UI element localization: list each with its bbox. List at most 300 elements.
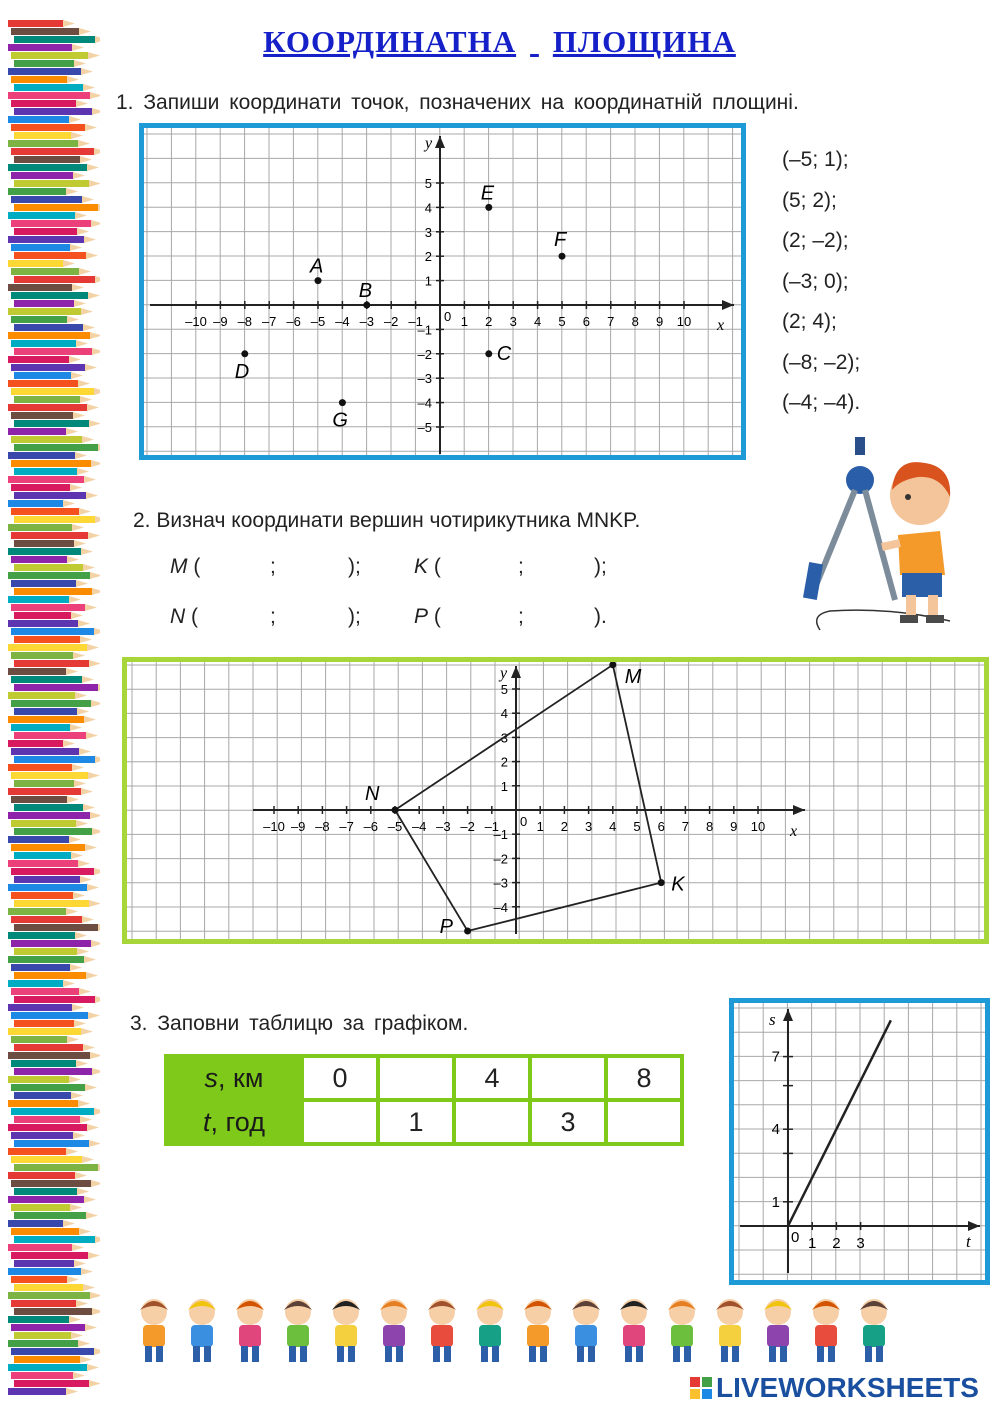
pencil-tip	[95, 276, 100, 283]
table-cell[interactable]: 3	[530, 1100, 606, 1144]
kid-leg	[828, 1346, 835, 1362]
pencil-tip	[84, 236, 96, 243]
vertex-n	[392, 807, 399, 814]
pencil-tip	[79, 988, 91, 995]
pencil-tip	[70, 244, 82, 251]
pencil-tip	[87, 164, 99, 171]
pencil	[11, 100, 76, 107]
pencil	[14, 468, 77, 475]
answer-option[interactable]: (5; 2);	[782, 188, 837, 212]
pencil	[11, 772, 88, 779]
pencil	[11, 700, 91, 707]
pencil	[14, 1068, 92, 1075]
pencil	[11, 628, 94, 635]
pencil	[11, 436, 82, 443]
pencil-tip	[70, 724, 82, 731]
pencil	[14, 228, 77, 235]
x-axis-label: x	[790, 823, 798, 840]
pencil	[8, 356, 69, 363]
y-tick-label: –2	[493, 851, 508, 867]
pencil-tip	[63, 980, 75, 987]
table-cell[interactable]	[302, 1100, 378, 1144]
pencil	[8, 428, 66, 435]
pencil	[8, 740, 63, 747]
x-axis-arrow	[968, 1221, 980, 1231]
kid-leg	[444, 1346, 451, 1362]
boy-with-compass-illustration	[800, 435, 960, 635]
pencil-tip	[66, 908, 78, 915]
pencil-tip	[74, 1260, 86, 1267]
pencil	[8, 596, 69, 603]
pencil-tip	[77, 1188, 89, 1195]
vertex-k	[658, 879, 665, 886]
pencil	[11, 604, 85, 611]
pencil	[8, 212, 75, 219]
pencil	[8, 260, 63, 267]
pencil-tip	[87, 1124, 99, 1131]
origin-label: 0	[444, 309, 452, 324]
pencil	[14, 1164, 98, 1171]
x-tick-label: –7	[339, 819, 354, 834]
kid-body	[767, 1325, 789, 1347]
pencil-tip	[72, 1244, 84, 1251]
pencil-tip	[85, 604, 97, 611]
table-cell[interactable]: 1	[378, 1100, 454, 1144]
pencil-tip	[92, 1308, 100, 1315]
pencil	[14, 516, 95, 523]
pencil-tip	[92, 108, 100, 115]
pencil	[8, 404, 87, 411]
pencil	[11, 1276, 67, 1283]
pencil	[8, 548, 81, 555]
s-tick-label: 1	[771, 1193, 780, 1211]
pencil-tip	[83, 1284, 95, 1291]
task2-coordinate-plane	[122, 657, 989, 944]
y-tick-label: 5	[500, 682, 508, 697]
pencil	[14, 540, 74, 547]
y-tick-label: 5	[424, 176, 432, 191]
pencil-tip	[79, 1228, 91, 1235]
pencil-tip	[94, 388, 100, 395]
pencil-tip	[81, 308, 93, 315]
pencil	[8, 980, 63, 987]
pencil	[11, 1036, 67, 1043]
pencil-tip	[89, 1140, 100, 1147]
pencil	[14, 180, 89, 187]
pencil	[14, 444, 98, 451]
pencil	[11, 964, 70, 971]
pencil-tip	[91, 220, 100, 227]
kid-leg	[348, 1346, 355, 1362]
pencil	[8, 284, 72, 291]
pencil	[11, 724, 70, 731]
y-tick-label: 2	[424, 249, 432, 265]
y-tick-label: –5	[417, 420, 432, 435]
x-tick-label: 10	[750, 819, 766, 834]
kid-body	[287, 1325, 309, 1347]
pencil-tip	[75, 1172, 87, 1179]
task2-answer-line-1	[170, 555, 630, 585]
x-tick-label: –6	[286, 314, 301, 329]
pencil	[8, 788, 81, 795]
pencil-tip	[81, 68, 93, 75]
pencil	[8, 380, 78, 387]
pencil-tip	[84, 1196, 96, 1203]
task3-instruction: 3. Заповни таблицю за графіком.	[130, 1012, 469, 1035]
pencil	[8, 164, 87, 171]
graph-svg	[734, 1003, 985, 1280]
x-tick-label: 3	[584, 819, 593, 834]
pencil-tip	[81, 1268, 93, 1275]
pencil-tip	[73, 412, 85, 419]
pencil-tip	[70, 964, 82, 971]
pencil-tip	[76, 340, 88, 347]
pencil	[14, 132, 71, 139]
pencil-tip	[86, 972, 98, 979]
kid-leg	[396, 1346, 403, 1362]
pencil-tip	[72, 284, 84, 291]
pencil	[11, 388, 94, 395]
pencil-tip	[80, 1356, 92, 1363]
pencil	[14, 780, 74, 787]
kid-leg	[529, 1346, 536, 1362]
pencil	[14, 1380, 89, 1387]
pencil	[11, 796, 67, 803]
pencil	[8, 1076, 69, 1083]
pencil	[11, 196, 82, 203]
pencil	[11, 316, 67, 323]
pencil	[11, 340, 76, 347]
pencil-tip	[95, 1236, 100, 1243]
answer-option[interactable]: (–3; 0);	[782, 269, 849, 293]
pencil-tip	[74, 1020, 86, 1027]
pencil	[14, 684, 98, 691]
point-g	[339, 399, 346, 406]
pencil	[14, 492, 86, 499]
x-tick-label: 10	[676, 314, 692, 329]
point-label-b: B	[358, 280, 373, 302]
pencil-tip	[98, 204, 100, 211]
table-cell[interactable]	[530, 1056, 606, 1100]
pencil-tip	[89, 180, 100, 187]
pencil-tip	[76, 820, 88, 827]
pencil	[14, 876, 80, 883]
quadrilateral-mnkp	[395, 665, 661, 931]
pencil	[11, 580, 76, 587]
t-tick-label: 1	[808, 1235, 817, 1252]
pencil	[14, 756, 95, 763]
kid-leg	[385, 1346, 392, 1362]
coord-separator: ;	[518, 555, 524, 578]
pencil	[14, 1140, 89, 1147]
kid-leg	[625, 1346, 632, 1362]
answer-option[interactable]: (2; 4);	[782, 310, 837, 333]
vertex-label-k: K	[414, 555, 429, 578]
x-tick-label: 3	[509, 314, 517, 329]
pencil-tip	[91, 700, 100, 707]
pencil-tip	[89, 420, 100, 427]
x-tick-label: 7	[681, 819, 690, 834]
pencil	[11, 364, 85, 371]
pencil-tip	[78, 1100, 90, 1107]
x-tick-label: 9	[655, 314, 664, 329]
close-paren: );	[348, 605, 361, 628]
pencil	[8, 188, 66, 195]
origin-label: 0	[791, 1229, 800, 1246]
pencil-tip	[85, 1324, 97, 1331]
y-tick-label: 3	[424, 224, 432, 240]
vertex-p	[464, 928, 471, 935]
kid-body	[575, 1325, 597, 1347]
pencil	[8, 1388, 66, 1395]
title-word-1: КООРДИНАТНА	[263, 24, 517, 59]
x-tick-label: –5	[387, 819, 403, 834]
pencil	[8, 1100, 78, 1107]
pencil-tip	[79, 508, 91, 515]
pencil	[14, 636, 80, 643]
table-cell[interactable]	[454, 1100, 530, 1144]
table-cell[interactable]: 0	[302, 1056, 378, 1100]
pencil-tip	[80, 396, 92, 403]
pencil-tip	[71, 852, 83, 859]
pencil-tip	[63, 740, 75, 747]
liveworksheets-logo-icon	[690, 1374, 712, 1396]
pencil-tip	[94, 1348, 100, 1355]
answer-option[interactable]: (2; –2);	[782, 229, 849, 252]
s-axis-label: s	[769, 1010, 776, 1029]
x-tick-label: –2	[383, 314, 399, 329]
pencil-tip	[73, 652, 85, 659]
pencil	[8, 452, 75, 459]
vertex-label-k: K	[671, 873, 685, 896]
pencil	[8, 524, 72, 531]
table-row	[166, 1100, 682, 1144]
pencil	[11, 676, 82, 683]
pencil	[11, 412, 73, 419]
pencil	[11, 220, 91, 227]
table-cell[interactable]: 8	[606, 1056, 682, 1100]
pencil-tip	[88, 292, 100, 299]
t-header	[166, 1100, 302, 1144]
pencil	[8, 1196, 84, 1203]
pencil	[14, 732, 86, 739]
pencil-tip	[67, 76, 79, 83]
pencil-tip	[72, 764, 84, 771]
pencil	[11, 1228, 79, 1235]
kid-leg	[780, 1346, 787, 1362]
x-tick-label: –2	[460, 819, 475, 834]
pencil	[14, 1212, 86, 1219]
x-tick-label: 1	[460, 314, 469, 329]
x-axis-arrow	[793, 805, 805, 815]
pencil	[11, 1060, 76, 1067]
pencil	[8, 1052, 90, 1059]
answer-option[interactable]: (–8; –2);	[782, 350, 861, 374]
pencil-tip	[63, 500, 75, 507]
pencil	[14, 900, 89, 907]
pencil	[14, 1236, 95, 1243]
pencil-tip	[76, 1060, 88, 1067]
pencil-tip	[85, 844, 97, 851]
pencil-tip	[94, 868, 100, 875]
pencil	[14, 1356, 80, 1363]
pencil-tip	[66, 188, 78, 195]
kid-body	[527, 1325, 549, 1347]
kid-leg	[193, 1346, 200, 1362]
m-x-input[interactable]	[206, 553, 262, 579]
pencil	[14, 1260, 74, 1267]
pencil-tip	[87, 884, 99, 891]
table-cell[interactable]: 4	[454, 1056, 530, 1100]
pencil-tip	[81, 1028, 93, 1035]
task1-coordinate-plane	[139, 123, 746, 460]
kid-body	[479, 1325, 501, 1347]
pencil	[8, 692, 75, 699]
pencil	[14, 1116, 80, 1123]
pencil	[8, 932, 75, 939]
pencil	[11, 148, 94, 155]
x-tick-label: –8	[237, 314, 253, 329]
pencil	[8, 1220, 63, 1227]
task1-answer-list	[782, 148, 860, 432]
pencil-tip	[79, 268, 91, 275]
pencil	[11, 652, 73, 659]
pencil	[8, 764, 72, 771]
pencil	[8, 116, 69, 123]
pencil	[14, 156, 80, 163]
table-cell[interactable]	[378, 1056, 454, 1100]
y-tick-label: –4	[493, 899, 508, 915]
t-var: t	[203, 1106, 211, 1137]
pencil-tip	[77, 948, 89, 955]
pencil	[8, 308, 81, 315]
pencil-tip	[85, 364, 97, 371]
pencil-tip	[92, 348, 100, 355]
pencil-tip	[63, 1220, 75, 1227]
pencil	[14, 372, 71, 379]
pencil-tip	[72, 524, 84, 531]
pencil	[14, 852, 71, 859]
pencil	[14, 660, 89, 667]
pencil	[11, 484, 70, 491]
y-axis-label: y	[500, 665, 508, 682]
kid-body	[671, 1325, 693, 1347]
pencil	[11, 844, 85, 851]
pencil-tip	[95, 516, 100, 523]
y-tick-label: 4	[424, 200, 432, 216]
answer-option[interactable]: (–4; –4).	[782, 391, 861, 414]
pencil-tip	[83, 564, 95, 571]
x-tick-label: –10	[263, 819, 285, 834]
pencil-tip	[81, 788, 93, 795]
s-var: s	[204, 1062, 219, 1093]
pencil-tip	[85, 1084, 97, 1091]
answer-option[interactable]: (–5; 1);	[782, 148, 849, 171]
pencil-tip	[80, 636, 92, 643]
pencil-tip	[87, 644, 99, 651]
pencil	[14, 300, 74, 307]
origin-label: 0	[520, 814, 528, 829]
kid-body	[863, 1325, 885, 1347]
pencil-tip	[75, 212, 87, 219]
vertex-label-p: P	[439, 916, 453, 938]
pencil-tip	[94, 628, 100, 635]
t-tick-label: 3	[856, 1235, 865, 1252]
kid-leg	[540, 1346, 547, 1362]
point-b	[363, 302, 370, 309]
pencil-tip	[88, 1012, 100, 1019]
pencil-tip	[69, 356, 81, 363]
pencil	[8, 92, 90, 99]
pencil-tip	[83, 804, 95, 811]
pencil	[8, 1004, 72, 1011]
pencil	[14, 420, 89, 427]
point-f	[559, 253, 566, 260]
pencil-tip	[77, 228, 89, 235]
pencil-tip	[71, 132, 83, 139]
y-axis-arrow	[783, 1009, 793, 1021]
pencil-tip	[66, 1388, 78, 1395]
kid-body	[719, 1325, 741, 1347]
point-label-d: D	[234, 360, 250, 383]
t-axis-label: t	[966, 1232, 971, 1251]
open-paren: (	[191, 605, 199, 628]
pencil-tip	[74, 540, 86, 547]
task3-table	[164, 1054, 684, 1146]
pencil-tip	[67, 316, 79, 323]
pencil	[14, 804, 83, 811]
pencil	[8, 620, 78, 627]
t-tick-label: 2	[832, 1235, 841, 1252]
x-tick-label: 2	[485, 314, 493, 329]
table-cell[interactable]	[606, 1100, 682, 1144]
pencil	[14, 276, 95, 283]
pencil	[14, 252, 86, 259]
open-paren: (	[433, 605, 441, 628]
pencil-tip	[73, 1132, 85, 1139]
pencil	[11, 532, 88, 539]
point-d	[241, 350, 248, 357]
pencil	[11, 1156, 82, 1163]
pencil-tip	[86, 732, 98, 739]
kid-leg	[732, 1346, 739, 1362]
pencil-tip	[86, 492, 98, 499]
pencil	[14, 396, 80, 403]
pencil-tip	[71, 372, 83, 379]
pencil-tip	[79, 748, 91, 755]
open-paren: (	[433, 555, 441, 578]
task2-answer-line-2	[170, 605, 630, 635]
pencil	[8, 1172, 75, 1179]
pencil-tip	[77, 468, 89, 475]
pencil-tip	[73, 1372, 85, 1379]
vertex-label-n: N	[365, 783, 380, 805]
x-tick-label: 7	[607, 314, 615, 329]
pencil-tip	[88, 772, 100, 779]
pencil	[11, 1204, 70, 1211]
pencil	[8, 500, 63, 507]
page-title	[0, 24, 999, 60]
open-paren: (	[193, 555, 201, 578]
x-tick-label: –4	[335, 314, 350, 329]
pencil-tip	[72, 1004, 84, 1011]
pencil	[14, 1092, 71, 1099]
pencil	[14, 60, 74, 67]
pencil-tip	[98, 444, 100, 451]
pencil	[14, 708, 77, 715]
pencil-tip	[88, 532, 100, 539]
y-tick-label: –3	[493, 875, 508, 891]
